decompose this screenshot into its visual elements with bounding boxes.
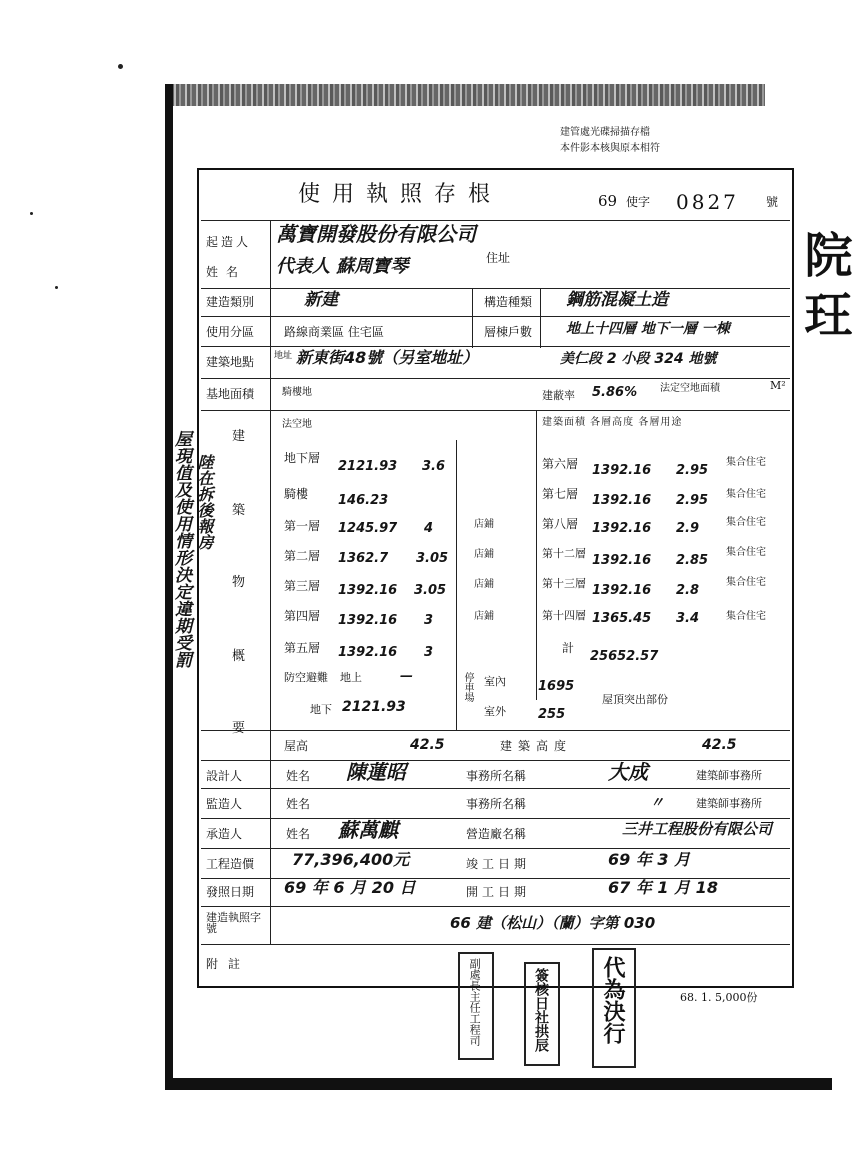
parking-label: 停車場 <box>462 672 473 702</box>
supervisor-office: 〃 <box>650 795 664 811</box>
total-label: 計 <box>562 641 575 655</box>
floor-label: 第三層 <box>284 579 321 593</box>
rule <box>201 316 790 317</box>
building-zone: 路線商業區 住宅區 <box>284 325 384 339</box>
floor-label: 第十四層 <box>542 609 586 622</box>
floor-use: 集合住宅 <box>726 457 766 468</box>
office-suffix: 建築師事務所 <box>696 769 762 782</box>
floor-use: 集合住宅 <box>726 489 766 500</box>
label-builder: 起造人 <box>206 235 252 249</box>
approval-stamp-2-text: 簽核日社拱辰 <box>533 968 549 1052</box>
label-name: 姓名 <box>206 265 247 279</box>
rule <box>201 818 790 819</box>
unit-label: M² <box>770 379 786 392</box>
floor-label: 第十二層 <box>542 547 586 560</box>
floors-header: 建築面積 各層高度 各層用途 <box>542 417 683 428</box>
floor-height: 2.9 <box>676 521 700 536</box>
start-label: 開工日期 <box>466 885 531 899</box>
permit-year: 69 <box>598 192 618 210</box>
builder-company: 萬寶開發股份有限公司 <box>276 222 476 246</box>
permit-prefix: 使字 <box>626 195 651 209</box>
approval-stamp-3-text: 代為決行 <box>600 956 626 1044</box>
floor-label: 第二層 <box>284 549 321 563</box>
scan-speck <box>118 64 123 69</box>
scan-speck <box>55 286 58 289</box>
rule <box>201 788 790 789</box>
building-floors: 地上十四層 地下一層 一棟 <box>566 321 730 337</box>
builder-representative: 代表人 蘇周寶琴 <box>276 256 409 277</box>
floor-height: 2.8 <box>676 583 700 598</box>
area-sub2: 法空地 <box>282 419 312 430</box>
floor-use: 集合住宅 <box>726 611 766 622</box>
shelter-below-value: 2121.93 <box>342 699 406 715</box>
floor-label: 第十三層 <box>542 577 586 590</box>
rule <box>201 730 790 731</box>
label-category: 建造類別 <box>206 295 255 309</box>
floor-area: 1365.45 <box>592 611 652 626</box>
approval-stamp-2 <box>524 962 560 1066</box>
floor-label: 第七層 <box>542 487 579 501</box>
floor-label: 第一層 <box>284 519 321 533</box>
floor-height: 2.95 <box>676 493 709 508</box>
height-value: 42.5 <box>410 737 445 753</box>
designer-label: 設計人 <box>206 769 243 783</box>
site-address: 新東街48號（另室地址） <box>296 348 479 367</box>
floor-area: 1392.16 <box>592 583 652 598</box>
floor-label: 騎樓 <box>284 487 309 501</box>
issue-value: 69 年 6 月 20 日 <box>284 878 416 897</box>
building-category: 新建 <box>304 290 338 310</box>
floor-area: 1392.16 <box>338 645 398 660</box>
floor-area: 1392.16 <box>338 613 398 628</box>
completion-value: 69 年 3 月 <box>608 850 691 869</box>
factory-label: 營造廠名稱 <box>466 827 527 841</box>
office-label: 事務所名稱 <box>466 797 527 811</box>
office-suffix: 建築師事務所 <box>696 797 762 810</box>
parking-out: 室外 <box>484 705 506 718</box>
floor-area: 146.23 <box>338 493 389 508</box>
floor-use: 店鋪 <box>474 579 494 590</box>
scan-edge-bottom <box>165 1078 832 1090</box>
margin-note-2: 陸在拆後報房 <box>195 454 214 550</box>
parking-out-value: 255 <box>538 707 566 722</box>
label-zone: 使用分區 <box>206 325 255 339</box>
floor-height: 2.85 <box>676 553 709 568</box>
building-height-label: 建築高度 <box>500 739 573 753</box>
rule <box>536 410 537 700</box>
side-label-3: 物 <box>232 575 246 590</box>
permit-label: 建造執照字號 <box>206 911 261 935</box>
permit-value: 66 建（松山）（蘭）字第 030 <box>450 914 656 932</box>
label-floors: 層棟戶數 <box>484 325 533 339</box>
floor-area: 1392.16 <box>338 583 398 598</box>
side-label-5: 要 <box>232 721 246 736</box>
shelter-below: 地下 <box>310 703 332 716</box>
shelter-label: 防空避難 <box>284 671 328 684</box>
issue-label: 發照日期 <box>206 885 255 899</box>
label-area: 基地面積 <box>206 387 255 401</box>
side-label-2: 築 <box>232 503 246 518</box>
floor-area: 2121.93 <box>338 459 398 474</box>
print-note: 68. 1. 5,000份 <box>680 991 758 1004</box>
rule <box>201 944 790 945</box>
label-structure: 構造種類 <box>484 295 533 309</box>
floor-use: 店鋪 <box>474 519 494 530</box>
rule <box>540 288 541 348</box>
label-legal-open: 法定空地面積 <box>660 383 720 394</box>
rule <box>201 220 790 221</box>
floor-height: 3.05 <box>416 551 449 566</box>
floor-height: 3 <box>424 613 434 628</box>
floor-label: 地下層 <box>284 451 321 465</box>
floor-area: 1245.97 <box>338 521 398 536</box>
name-label: 姓名 <box>286 769 311 783</box>
approval-stamp-1 <box>458 952 494 1060</box>
rule <box>472 288 473 348</box>
floor-area: 1392.16 <box>592 463 652 478</box>
site-prefix: 地址 <box>274 351 293 361</box>
floor-area: 1392.16 <box>592 553 652 568</box>
shelter-above-value: — <box>400 669 413 684</box>
rule <box>270 220 271 944</box>
cost-label: 工程造價 <box>206 857 255 871</box>
label-address: 住址 <box>486 251 511 265</box>
remarks-label: 附註 <box>206 957 251 971</box>
floor-label: 第五層 <box>284 641 321 655</box>
rule <box>201 288 790 289</box>
label-coverage: 建蔽率 <box>542 389 575 402</box>
total-area: 25652.57 <box>590 649 659 664</box>
name-label: 姓名 <box>286 827 311 841</box>
side-label-4: 概 <box>232 649 246 664</box>
permit-suffix: 號 <box>766 195 779 209</box>
floor-label: 第四層 <box>284 609 321 623</box>
building-height-value: 42.5 <box>702 737 737 753</box>
approval-stamp-1-text: 副處長主任工程司 <box>468 958 482 1046</box>
floor-use: 集合住宅 <box>726 547 766 558</box>
label-site: 建築地點 <box>206 355 255 369</box>
archive-stamp-line1: 建管處光碟掃描存檔 <box>560 127 650 138</box>
floor-use: 店鋪 <box>474 549 494 560</box>
margin-note: 屋現值及使用情形決定違期受罰 <box>171 430 191 668</box>
contractor-name: 蘇萬麒 <box>338 818 398 842</box>
site-lot: 美仁段 2 小段 324 地號 <box>560 351 717 367</box>
floor-area: 1392.16 <box>592 521 652 536</box>
margin-character: 玨 <box>796 290 852 338</box>
scan-edge-top <box>165 84 765 106</box>
parking-in: 室內 <box>484 675 506 688</box>
floor-label: 第八層 <box>542 517 579 531</box>
floor-area: 1392.16 <box>592 493 652 508</box>
scan-speck <box>30 212 33 215</box>
designer-name: 陳蓮昭 <box>346 760 406 784</box>
parking-in-value: 1695 <box>538 679 575 694</box>
building-structure: 鋼筋混凝土造 <box>566 290 668 310</box>
office-label: 事務所名稱 <box>466 769 527 783</box>
floor-label: 第六層 <box>542 457 579 471</box>
rule <box>201 378 790 379</box>
rule <box>201 848 790 849</box>
area-sub1: 騎樓地 <box>282 387 312 398</box>
floor-height: 2.95 <box>676 463 709 478</box>
completion-label: 竣工日期 <box>466 857 531 871</box>
contractor-label: 承造人 <box>206 827 243 841</box>
rule <box>201 906 790 907</box>
building-coverage: 5.86% <box>592 385 638 400</box>
floor-use: 集合住宅 <box>726 577 766 588</box>
archive-stamp-line2: 本件影本核與原本相符 <box>560 143 660 154</box>
side-label-1: 建 <box>232 429 246 444</box>
contractor-company: 三井工程股份有限公司 <box>622 820 773 838</box>
floor-height: 3.6 <box>422 459 446 474</box>
rule <box>201 760 790 761</box>
supervisor-label: 監造人 <box>206 797 243 811</box>
start-value: 67 年 1 月 18 <box>608 878 718 897</box>
approval-stamp-3 <box>592 948 636 1068</box>
rule <box>201 410 790 411</box>
cost-value: 77,396,400元 <box>292 850 410 869</box>
name-label: 姓名 <box>286 797 311 811</box>
rule <box>456 440 457 730</box>
floor-height: 4 <box>424 521 434 536</box>
margin-character: 院 <box>796 230 852 278</box>
height-label: 屋高 <box>284 739 309 753</box>
designer-office: 大成 <box>608 760 648 784</box>
permit-number: 0827 <box>676 190 739 214</box>
shelter-above: 地上 <box>340 671 362 684</box>
floor-height: 3 <box>424 645 434 660</box>
floor-area: 1362.7 <box>338 551 389 566</box>
rule <box>201 346 790 347</box>
floor-height: 3.4 <box>676 611 700 626</box>
floor-height: 3.05 <box>414 583 447 598</box>
roof-label: 屋頂突出部份 <box>602 693 668 706</box>
floor-use: 集合住宅 <box>726 517 766 528</box>
floor-use: 店鋪 <box>474 611 494 622</box>
form-title: 使用執照存根 <box>298 182 503 207</box>
